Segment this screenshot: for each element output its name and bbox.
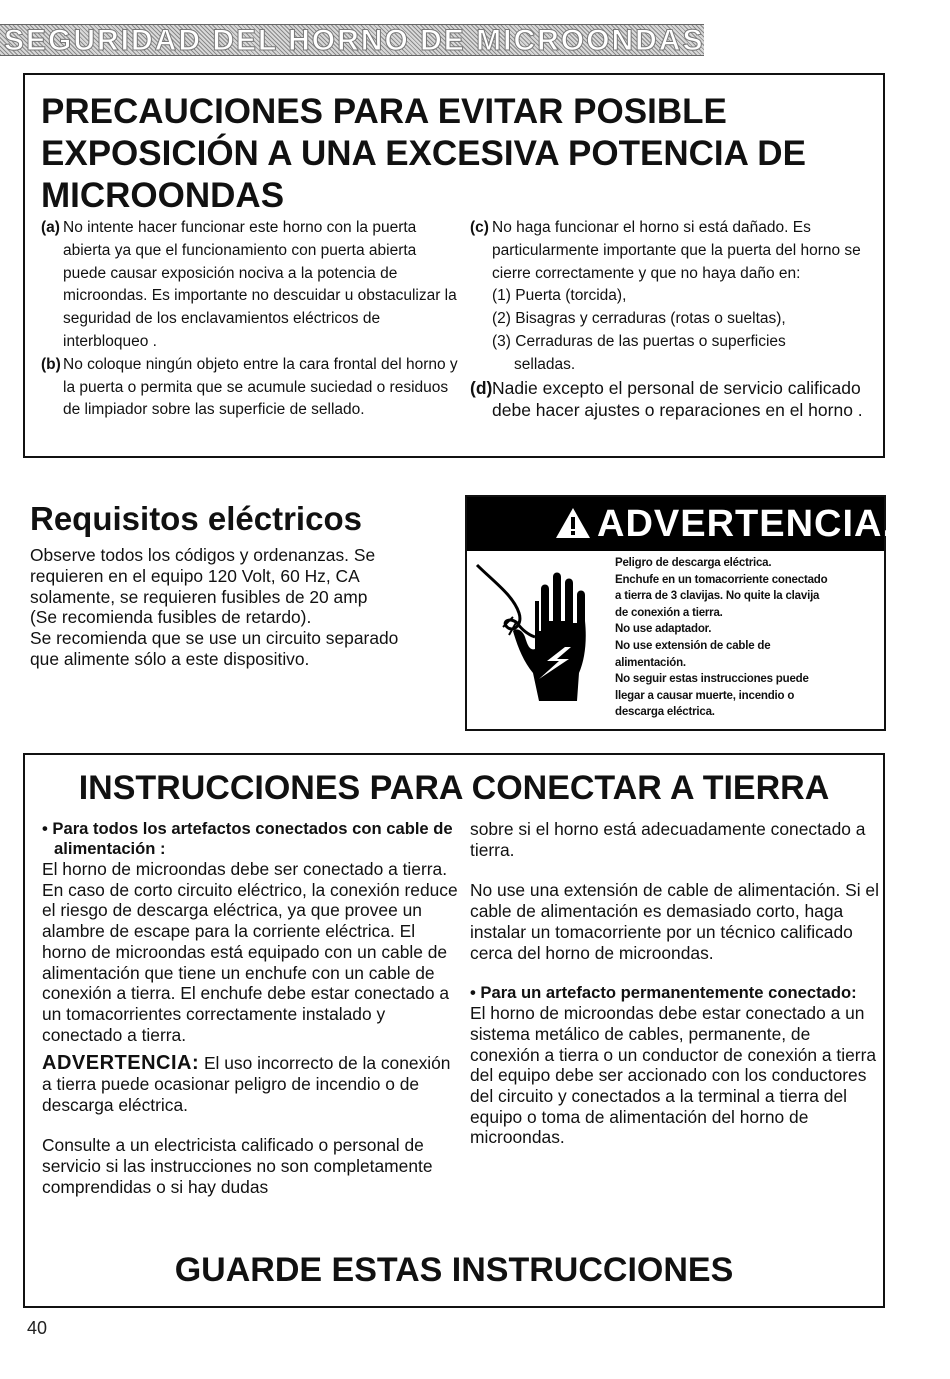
- warning-header: [467, 497, 895, 551]
- grounding-paragraph: El horno de microondas debe estar conectado a un sistema metálico de cables, permanente, de conexión a tierra o un conductor de conexión a tierra del equipo debe ser accionado con los conductores del circuito y conectados a la terminal a tierra del equipo o toma de alimentación del horno de microondas.: [470, 1003, 877, 1148]
- grounding-title: INSTRUCCIONES PARA CONECTAR A TIERRA: [78, 769, 830, 807]
- precautions-right-column: [470, 217, 880, 422]
- section-header-title: SEGURIDAD DEL HORNO DE MICROONDAS: [4, 24, 705, 57]
- grounding-paragraph: El horno de microondas debe ser conectado a tierra. En caso de corto circuito eléctrico, la conexión reduce el riesgo de descarga eléctrica, ya que provee un alambre de escape para la corriente eléctrica. El horno de microondas está equipado con un cable de alimentación que tiene un enchufe con un cable de conexión a tierra. El enchufe debe estar conectado a un tomacorrientes correctamente instalado y conectado a tierra.: [42, 859, 458, 1045]
- warning-text: Peligro de descarga eléctrica. Enchufe en un tomacorriente conectado a tierra de 3 clavijas. No quite la clavija de conexión a tierra. No use adaptador. No use extensión de cable de alimentación. No seguir estas instrucciones puede llegar a causar muerte, incendio o descarga eléctrica.: [615, 557, 828, 719]
- grounding-warning: ADVERTENCIA: El uso incorrecto de la conexión a tierra puede ocasionar peligro de incendio o de descarga eléctrica.: [42, 1052, 451, 1115]
- precaution-subitem: (3) Cerraduras de las puertas o superficies: [492, 332, 786, 350]
- grounding-bullet-corded: • Para todos los artefactos conectados con cable de alimentación :: [42, 819, 453, 858]
- grounding-warning-word: ADVERTENCIA:: [42, 1052, 200, 1075]
- precaution-item-a: (a) No intente hacer funcionar este horno con la puerta abierta ya que el funcionamiento con puerta abierta puede causar exposición nociva a la potencia de microondas. Es importante no descuidar u obstaculizar la seguridad de los enclavamientos eléctricos de interbloqueo .: [41, 219, 457, 350]
- precautions-left-column: [41, 217, 461, 422]
- grounding-box: [23, 753, 885, 1308]
- warning-heading: ADVERTENCIA.: [597, 503, 895, 545]
- grounding-left-column: [42, 819, 462, 1198]
- warning-box: [465, 495, 895, 731]
- precautions-box: [23, 73, 885, 458]
- precaution-item-b: (b) No coloque ningún objeto entre la cara frontal del horno y la puerta o permita que se acumule suciedad o residuos de limpiador sobre las superficie de sellado.: [41, 355, 458, 419]
- electrical-text: Observe todos los códigos y ordenanzas. Se requieren en el equipo 120 Volt, 60 Hz, CA solamente, se requieren fusibles de 20 amp (Se recomienda fusibles de retardo). Se recomienda que se use un circuito separado que alimente sólo a este dispositivo.: [30, 545, 399, 669]
- precaution-item-d: (d) Nadie excepto el personal de servicio calificado debe hacer ajustes o reparaciones en el horno .: [470, 377, 863, 421]
- precaution-item-c: (c) No haga funcionar el horno si está dañado. Es particularmente importante que la puerta del horno se cierre correctamente y que no haya daño en:: [470, 219, 861, 282]
- grounding-right-column: [470, 819, 880, 1148]
- warning-triangle-icon: [555, 507, 591, 539]
- precautions-title: PRECAUCIONES PARA EVITAR POSIBLE EXPOSICIÓN A UNA EXCESIVA POTENCIA DE MICROONDAS: [41, 92, 806, 215]
- grounding-paragraph: sobre si el horno está adecuadamente conectado a tierra.: [470, 819, 866, 860]
- grounding-bullet-permanent: • Para un artefacto permanentemente conectado:: [470, 983, 857, 1003]
- precaution-subitem: (1) Puerta (torcida),: [492, 287, 627, 305]
- electrical-title: Requisitos eléctricos: [30, 500, 362, 537]
- grounding-paragraph: Consulte a un electricista calificado o personal de servicio si las instrucciones no son completamente comprendidas o si hay dudas: [42, 1135, 433, 1197]
- save-instructions-title: GUARDE ESTAS INSTRUCCIONES: [174, 1251, 734, 1289]
- page-number: 40: [27, 1318, 48, 1338]
- grounding-paragraph: No use una extensión de cable de alimentación. Si el cable de alimentación es demasiado corto, haga instalar un tomacorriente por un técnico calificado cerca del horno de microondas.: [470, 880, 879, 963]
- precaution-subitem: (2) Bisagras y cerraduras (rotas o sueltas),: [492, 310, 786, 328]
- electric-shock-hand-icon: [473, 561, 603, 711]
- precaution-subitem-cont: selladas.: [514, 355, 576, 373]
- section-header: [0, 24, 704, 56]
